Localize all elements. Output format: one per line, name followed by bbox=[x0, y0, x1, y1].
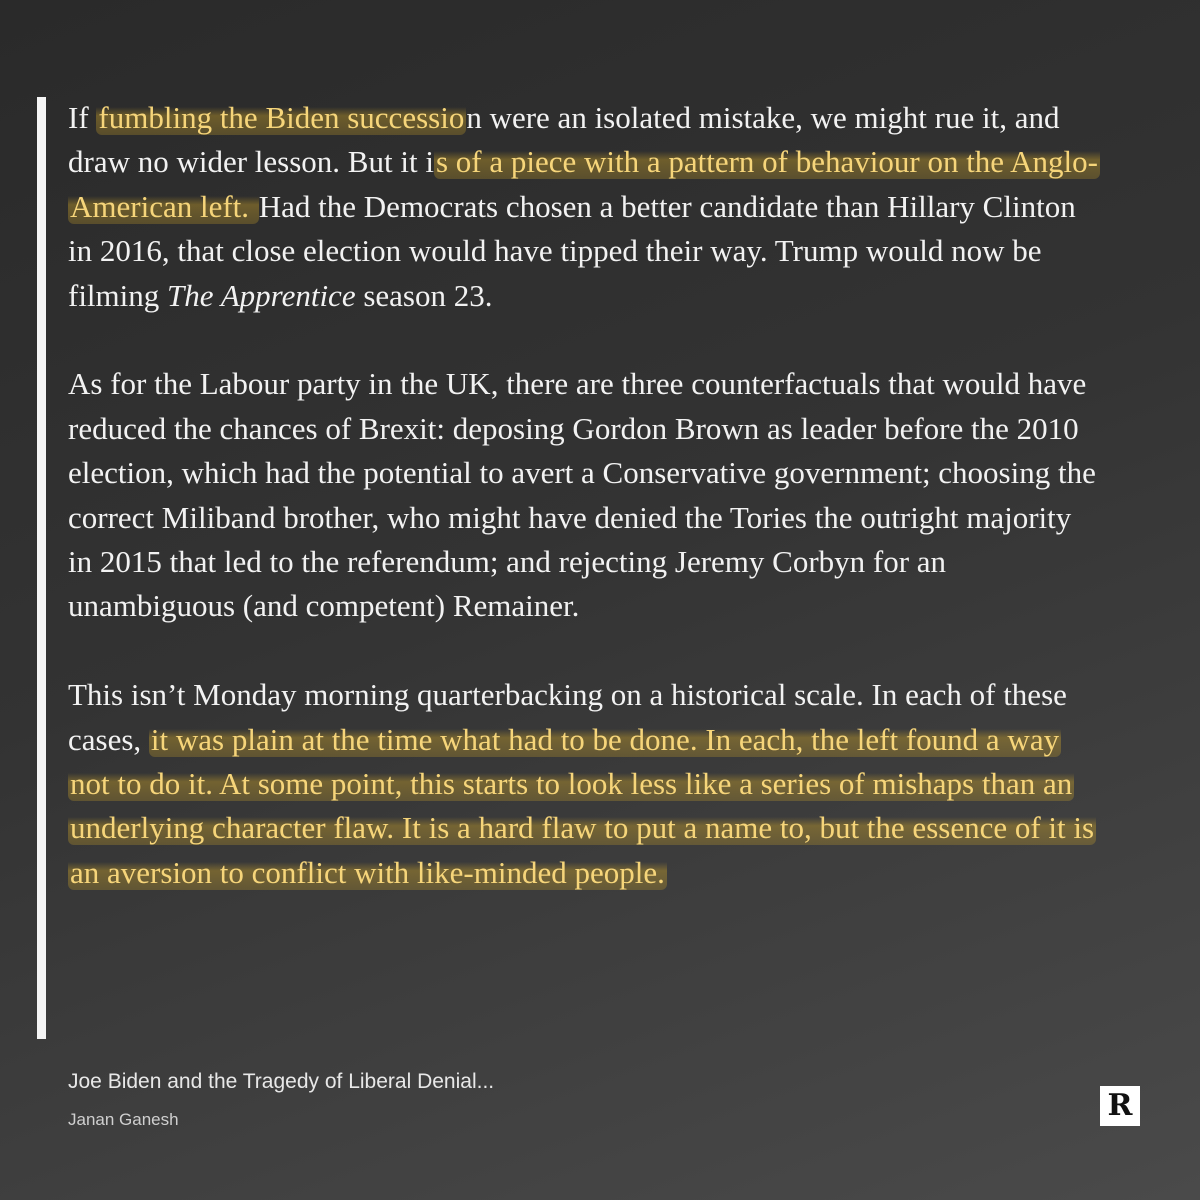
source-title: Joe Biden and the Tragedy of Liberal Denial... bbox=[68, 1070, 495, 1093]
highlight-1: fumbling the Biden successio bbox=[98, 100, 465, 135]
quote-bar bbox=[37, 97, 46, 1039]
highlight-2: s of a piece with a pattern of behaviour on the Anglo-American left. bbox=[70, 144, 1098, 224]
readwise-logo-icon: R bbox=[1100, 1086, 1140, 1126]
source-author: Janan Ganesh bbox=[68, 1110, 179, 1129]
quote-paragraph-1 bbox=[68, 96, 1098, 318]
highlight-3: it was plain at the time what had to be done. In each, the left found a way not to do it. At some point, this starts to look less like a series of mishaps than an underlying character flaw. It is a hard flaw to put a name to, but the essence of it is an aversion to conflict with like-minded people. bbox=[70, 721, 1095, 890]
quote-paragraph-3 bbox=[68, 673, 1098, 895]
quote-text bbox=[68, 96, 1098, 895]
text-run: Had the Democrats chosen a better candidate than Hillary Clinton in 2016, that close election would have tipped their way. Trump would now be filming bbox=[68, 188, 1076, 313]
text-run: This isn’t Monday morning quarterbacking on a historical scale. In each of these cases, bbox=[68, 677, 1067, 757]
show-title: The Apprentice bbox=[167, 277, 356, 313]
text-run: season 23. bbox=[355, 277, 493, 313]
quote-paragraph-2: As for the Labour party in the UK, there are three counterfactuals that would have reduced the chances of Brexit: deposing Gordon Brown as leader before the 2010 election, which had the potential to avert a Conservative government; choosing the correct Miliband brother, who might have denied the Tories the outright majority in 2015 that led to the referendum; and rejecting Jeremy Corbyn for an unambiguous (and competent) Remainer. bbox=[68, 366, 1096, 624]
text-run: If bbox=[68, 100, 97, 135]
text-run: n were an isolated mistake, we might rue it, and draw no wider lesson. But it i bbox=[68, 100, 1060, 180]
